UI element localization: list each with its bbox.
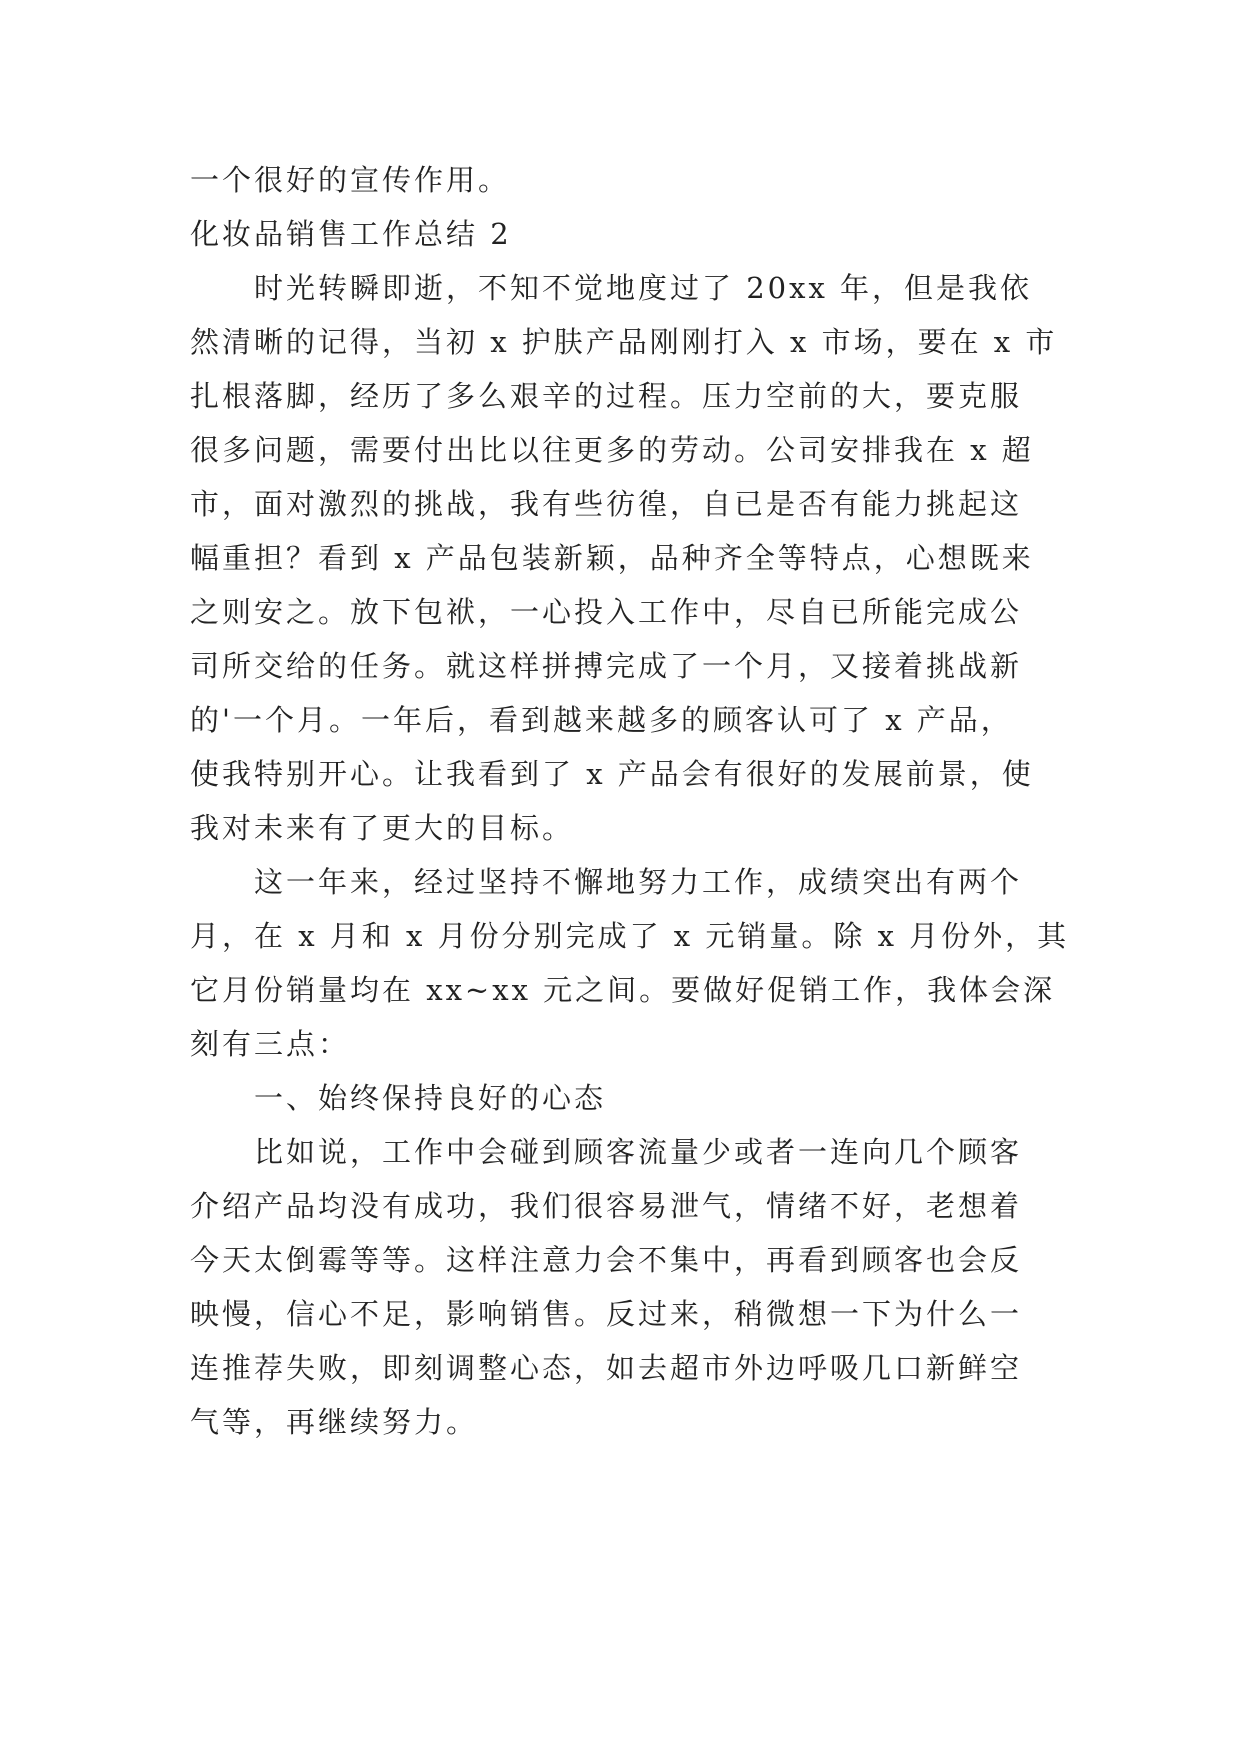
paragraph-line: 很多问题，需要付出比以往更多的劳动。公司安排我在 x 超 <box>190 433 1034 467</box>
paragraph-line: 的'一个月。一年后，看到越来越多的顾客认可了 x 产品， <box>190 703 1013 737</box>
paragraph-line: 它月份销量均在 xx~xx 元之间。要做好促销工作，我体会深 <box>190 973 1056 1007</box>
paragraph-line: 幅重担？看到 x 产品包装新颖，品种齐全等特点，心想既来 <box>190 541 1034 575</box>
paragraph-line: 时光转瞬即逝，不知不觉地度过了 20xx 年，但是我依 <box>254 271 1033 305</box>
paragraph-line: 今天太倒霉等等。这样注意力会不集中，再看到顾客也会反 <box>190 1243 1023 1277</box>
paragraph-line: 我对未来有了更大的目标。 <box>190 811 575 845</box>
paragraph-line: 然清晰的记得，当初 x 护肤产品刚刚打入 x 市场，要在 x 市 <box>190 325 1058 359</box>
paragraph-line: 司所交给的任务。就这样拼搏完成了一个月，又接着挑战新 <box>190 649 1023 683</box>
paragraph-line: 介绍产品均没有成功，我们很容易泄气，情绪不好，老想着 <box>190 1189 1023 1223</box>
paragraph-line: 刻有三点： <box>190 1027 351 1061</box>
paragraph-line: 月，在 x 月和 x 月份分别完成了 x 元销量。除 x 月份外，其 <box>190 919 1070 953</box>
section-heading: 化妆品销售工作总结 2 <box>190 217 512 251</box>
subheading: 一、始终保持良好的心态 <box>254 1081 607 1115</box>
paragraph-line: 比如说，工作中会碰到顾客流量少或者一连向几个顾客 <box>254 1135 1023 1169</box>
paragraph-line: 连推荐失败，即刻调整心态，如去超市外边呼吸几口新鲜空 <box>190 1351 1023 1385</box>
paragraph-line: 一个很好的宣传作用。 <box>190 163 511 197</box>
paragraph-line: 之则安之。放下包袱，一心投入工作中，尽自已所能完成公 <box>190 595 1023 629</box>
paragraph-line: 使我特别开心。让我看到了 x 产品会有很好的发展前景，使 <box>190 757 1034 791</box>
paragraph-line: 这一年来，经过坚持不懈地努力工作，成绩突出有两个 <box>254 865 1023 899</box>
paragraph-line: 映慢，信心不足，影响销售。反过来，稍微想一下为什么一 <box>190 1297 1023 1331</box>
paragraph-line: 市，面对激烈的挑战，我有些彷徨，自已是否有能力挑起这 <box>190 487 1023 521</box>
paragraph-line: 扎根落脚，经历了多么艰辛的过程。压力空前的大，要克服 <box>190 379 1023 413</box>
paragraph-line: 气等，再继续努力。 <box>190 1405 479 1439</box>
